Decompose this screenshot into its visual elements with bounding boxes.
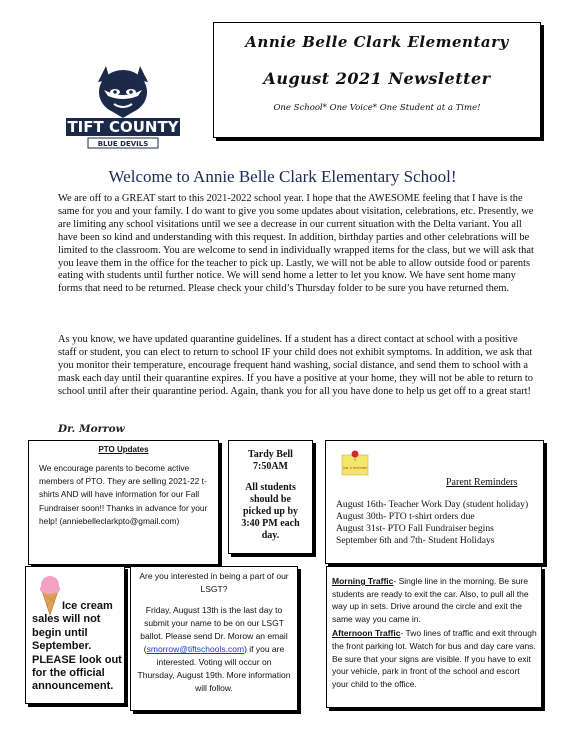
tardy-title: Tardy Bell: [248, 449, 293, 460]
logo-text-county: TIFT COUNTY: [67, 118, 179, 136]
reminder-item: August 30th- PTO t-shirt orders due: [336, 511, 475, 522]
pto-title: PTO Updates: [98, 445, 149, 454]
blue-devil-logo-icon: [58, 62, 188, 162]
logo-text-mascot: BLUE DEVILS: [97, 140, 149, 148]
welcome-paragraph-2: As you know, we have updated quarantine guidelines. If a student has a direct contact at school with a positive staff or student, you can elect to return to school IF your child does not exhibit symptoms. In addition, we ask that you monitor their temperature, encourage frequent hand washing, social distance, and send them to school with a mask each day until their quarantine expires. If you have a positive at your home, they will not be able to return to school until after their quarantine period. Again, thank you for all you have done to help us get off to a great start!: [58, 334, 533, 397]
note-label: Just a reminder: [342, 466, 368, 470]
ice-cream-notice: Ice cream sales will not begin until September. PLEASE look out for the official announcement.: [32, 600, 122, 693]
parent-reminders-box: [325, 440, 544, 564]
traffic-box: [326, 566, 542, 708]
tardy-time: 7:50AM: [253, 461, 288, 472]
lsgt-body: Friday, August 13th is the last day to submit your name to be on our LSGT ballot. Please send Dr. Morow an email (smorrow@tiftschools.com) if you are interested. Voting will occur on Thursday, August 19th. More information will follow.: [137, 605, 291, 693]
pto-body: We encourage parents to become active members of PTO. They are selling 2021-22 t-shirts AND will have information for our Fall Fundraiser soon!! Thanks in advance for your help! (anniebelleclarkpto@gmail.com): [39, 463, 208, 526]
sticky-note-icon: [340, 449, 370, 477]
newsletter-header: [213, 22, 541, 138]
reminder-item: August 16th- Teacher Work Day (student holiday): [336, 499, 529, 510]
pickup-notice: All students should be picked up by 3:40 PM each day.: [241, 482, 300, 541]
ice-cream-box: [25, 566, 125, 704]
tardy-bell-box: [228, 440, 313, 554]
school-motto: One School* One Voice* One Student at a Time!: [273, 103, 481, 113]
reminder-item: September 6th and 7th- Student Holidays: [336, 535, 495, 546]
principal-signature: Dr. Morrow: [58, 423, 125, 435]
lsgt-question: Are you interested in being a part of our LSGT?: [139, 571, 289, 594]
lsgt-box: [130, 566, 298, 711]
school-name: Annie Belle Clark Elementary: [245, 33, 509, 51]
lsgt-email-link[interactable]: smorrow@tiftschools.com: [146, 644, 245, 654]
pto-updates-box: [28, 440, 219, 565]
school-logo: [58, 62, 188, 162]
reminders-list: [336, 499, 541, 547]
afternoon-traffic: Afternoon Traffic- Two lines of traffic and exit through the front parking lot. Watch for bus and day care vans. Be sure that your signs are visible. If you have to exit your vehicle, park in front of the school and escort your child to the office.: [332, 628, 537, 689]
newsletter-title: August 2021 Newsletter: [263, 69, 491, 88]
reminder-item: August 31st- PTO Fall Fundraiser begins: [336, 523, 494, 534]
welcome-heading: Welcome to Annie Belle Clark Elementary School!: [108, 167, 457, 186]
reminders-title: Parent Reminders: [446, 477, 518, 488]
welcome-paragraph-1: We are off to a GREAT start to this 2021-2022 school year. I hope that the AWESOME feeling that I have is the same for you and your family. I do want to give you some updates about visitation, celebrations, etc. Presently, we are limiting any school visitations until we see a decrease in our current situation with the Delta variant. You all have been so kind and understanding with this request. In addition, birthday parties and other celebrations will be limited to the classroom. You are welcome to send in individually wrapped items for the class, but we will ask that you leave them in the office for the teacher to pick up. Lastly, we will not be able to allow outside food or parents eating with students until further notice. We will send home a letter to let you know. We have sent home many forms that need to be returned. Please check your child’s Thursday folder to be sure you have returned them.: [58, 193, 534, 295]
morning-traffic: Morning Traffic- Single line in the morning. Be sure students are ready to exit the car. Also, to pull all the way up in sets. Drive around the circle and exit the same way you came in.: [332, 576, 529, 624]
